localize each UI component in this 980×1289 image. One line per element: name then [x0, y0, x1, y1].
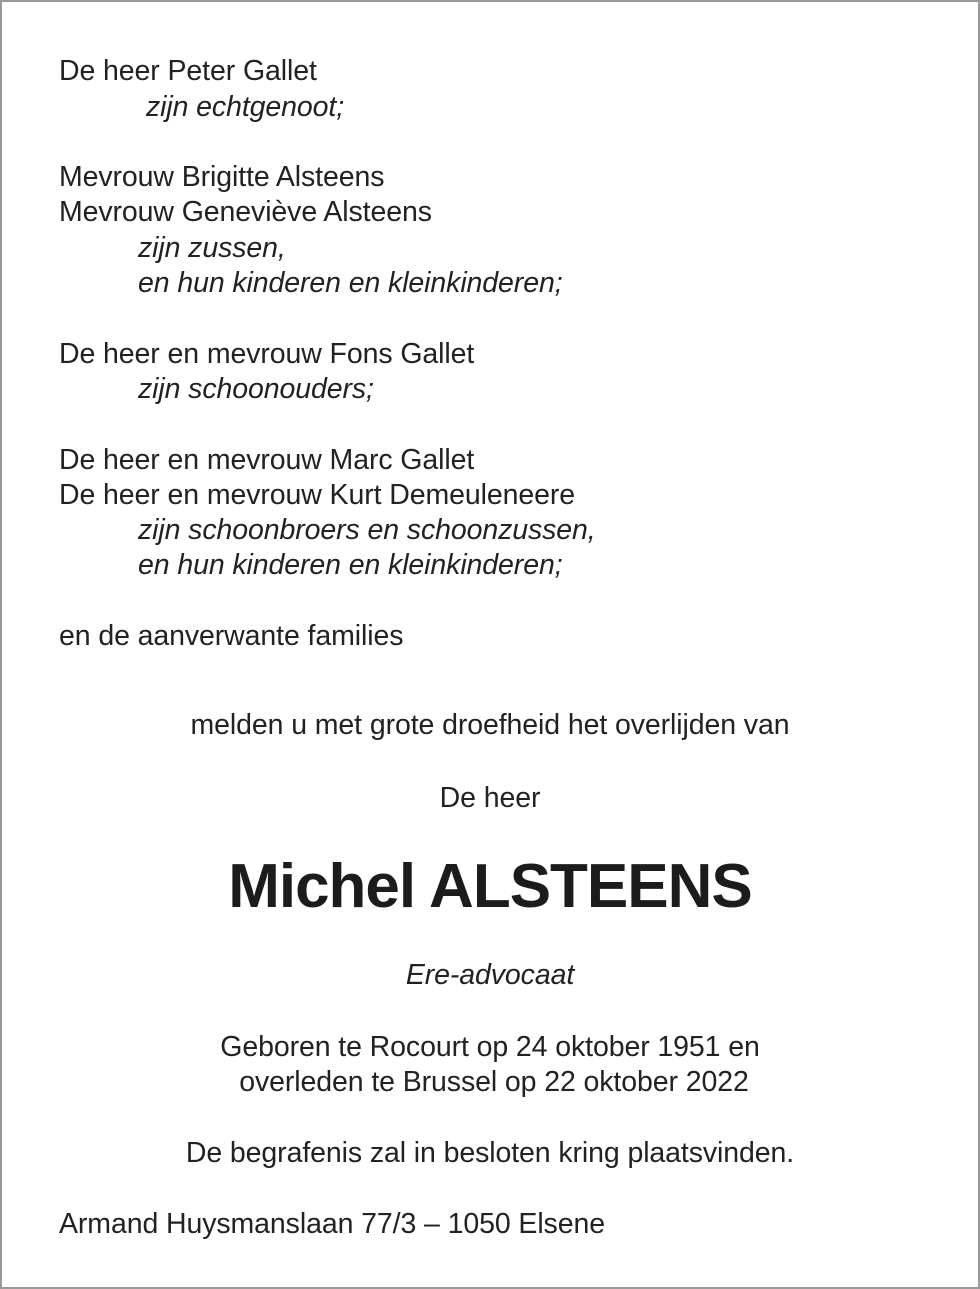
related-families: en de aanverwante families — [59, 620, 404, 652]
salutation: De heer — [439, 782, 541, 814]
in-law-name-2: De heer en mevrouw Kurt Demeuleneere — [59, 479, 575, 511]
birth-details: Geboren te Rocourt op 24 oktober 1951 en — [220, 1031, 760, 1063]
sisters-relation: zijn zussen, — [138, 232, 286, 264]
in-laws-children: en hun kinderen en kleinkinderen; — [138, 549, 563, 581]
death-details: overleden te Brussel op 22 oktober 2022 — [239, 1066, 749, 1098]
address: Armand Huysmanslaan 77/3 – 1050 Elsene — [59, 1208, 605, 1240]
sister-name-1: Mevrouw Brigitte Alsteens — [59, 161, 385, 193]
sister-name-2: Mevrouw Geneviève Alsteens — [59, 196, 432, 228]
parents-in-law-name: De heer en mevrouw Fons Gallet — [59, 338, 475, 370]
funeral-details: De begrafenis zal in besloten kring plaatsvinden. — [185, 1137, 795, 1169]
parents-in-law-relation: zijn schoonouders; — [138, 373, 374, 405]
sisters-children: en hun kinderen en kleinkinderen; — [138, 267, 563, 299]
announcement-intro: melden u met grote droefheid het overlijden van — [190, 709, 790, 741]
deceased-title: Ere-advocaat — [405, 959, 575, 991]
in-laws-relation: zijn schoonbroers en schoonzussen, — [138, 514, 596, 546]
in-law-name-1: De heer en mevrouw Marc Gallet — [59, 444, 475, 476]
spouse-name: De heer Peter Gallet — [59, 55, 317, 87]
spouse-relation: zijn echtgenoot; — [146, 91, 345, 123]
deceased-name: Michel ALSTEENS — [228, 852, 752, 921]
